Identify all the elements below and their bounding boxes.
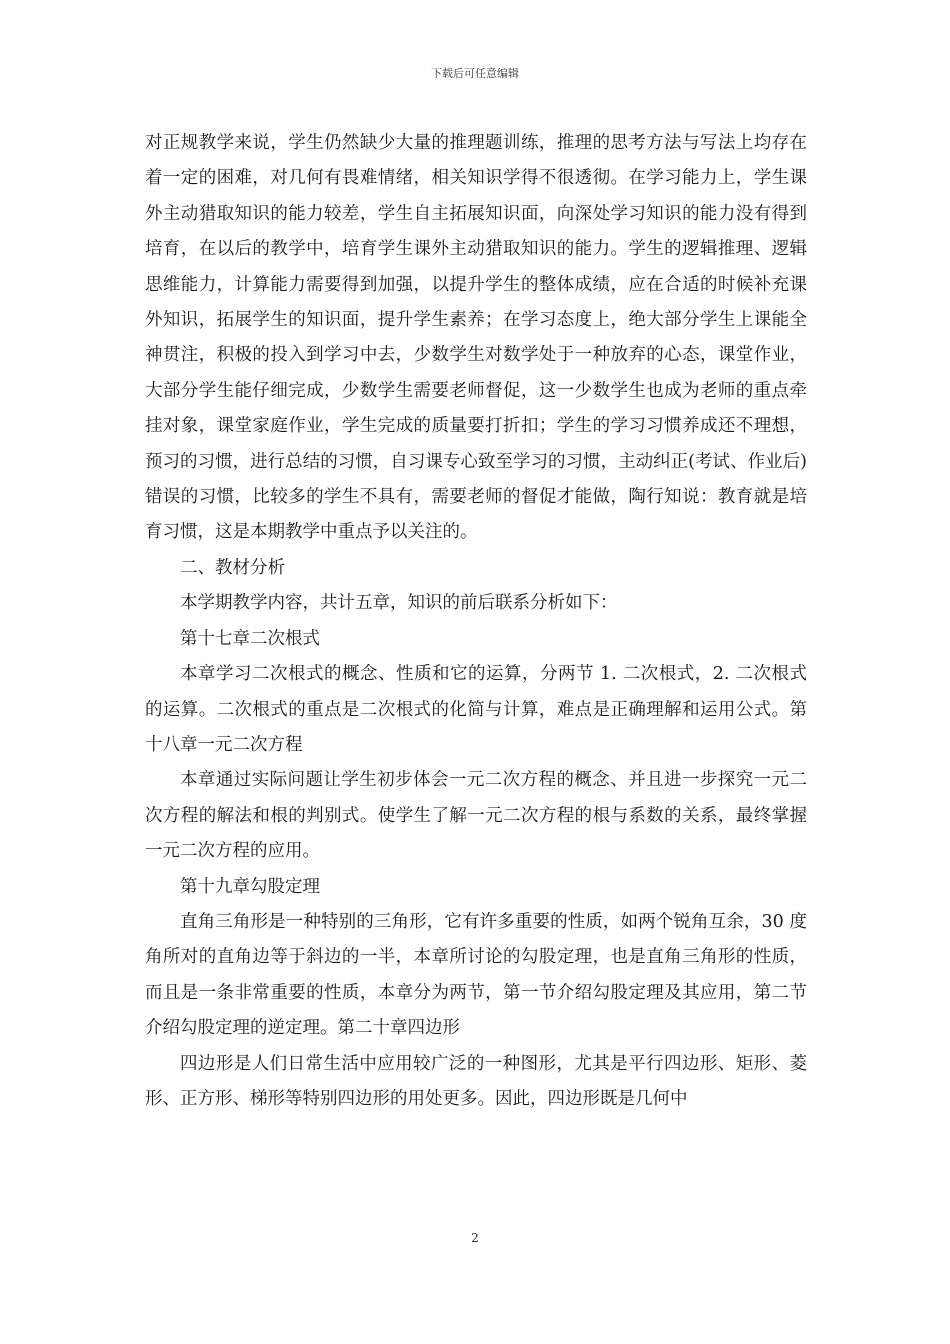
document-body [145, 126, 807, 1117]
paragraph-chapter-17: 本章学习二次根式的概念、性质和它的运算，分两节 1. 二次根式，2. 二次根式的运算。二次根式的重点是二次根式的化简与计算，难点是正确理解和运用公式。第十八章一元二次方程 [145, 664, 807, 755]
paragraph-chapter-18: 本章通过实际问题让学生初步体会一元二次方程的概念、并且进一步探究一元二次方程的解法和根的判别式。使学生了解一元二次方程的根与系数的关系，最终掌握一元二次方程的应用。 [145, 770, 807, 862]
paragraph-student-analysis: 对正规教学来说，学生仍然缺少大量的推理题训练，推理的思考方法与写法上均存在着一定的困难，对几何有畏难情绪，相关知识学得不很透彻。在学习能力上，学生课外主动猎取知识的能力较差，学生自主拓展知识面，向深处学习知识的能力没有得到培育，在以后的教学中，培育学生课外主动猎取知识的能力。学生的逻辑推理、逻辑思维能力，计算能力需要得到加强，以提升学生的整体成绩，应在合适的时候补充课外知识，拓展学生的知识面，提升学生素养；在学习态度上，绝大部分学生上课能全神贯注，积极的投入到学习中去，少数学生对数学处于一种放弃的心态，课堂作业，大部分学生能仔细完成，少数学生需要老师督促，这一少数学生也成为老师的重点牵挂对象，课堂家庭作业，学生完成的质量要打折扣；学生的学习习惯养成还不理想，预习的习惯，进行总结的习惯，自习课专心致至学习的习惯，主动纠正(考试、作业后)错误的习惯，比较多的学生不具有，需要老师的督促才能做，陶行知说：教育就是培育习惯，这是本期教学中重点予以关注的。 [145, 133, 807, 543]
page-number: 2 [471, 1231, 479, 1245]
paragraph-content-overview: 本学期教学内容，共计五章，知识的前后联系分析如下： [180, 593, 618, 614]
paragraph-chapter-19: 直角三角形是一种特别的三角形，它有许多重要的性质，如两个锐角互余，30 度角所对的直角边等于斜边的一半，本章所讨论的勾股定理，也是直角三角形的性质，而且是一条非常重要的性质，本章分为两节，第一节介绍勾股定理及其应用，第二节介绍勾股定理的逆定理。第二十章四边形 [145, 911, 807, 1039]
page-header: 下载后可任意编辑 [431, 67, 519, 80]
chapter-heading-19: 第十九章勾股定理 [180, 876, 320, 897]
section-heading-textbook-analysis: 二、教材分析 [180, 557, 285, 578]
paragraph-chapter-20: 四边形是人们日常生活中应用较广泛的一种图形，尤其是平行四边形、矩形、菱形、正方形、梯形等特别四边形的用处更多。因此，四边形既是几何中 [145, 1053, 807, 1109]
chapter-heading-17: 第十七章二次根式 [180, 628, 320, 649]
